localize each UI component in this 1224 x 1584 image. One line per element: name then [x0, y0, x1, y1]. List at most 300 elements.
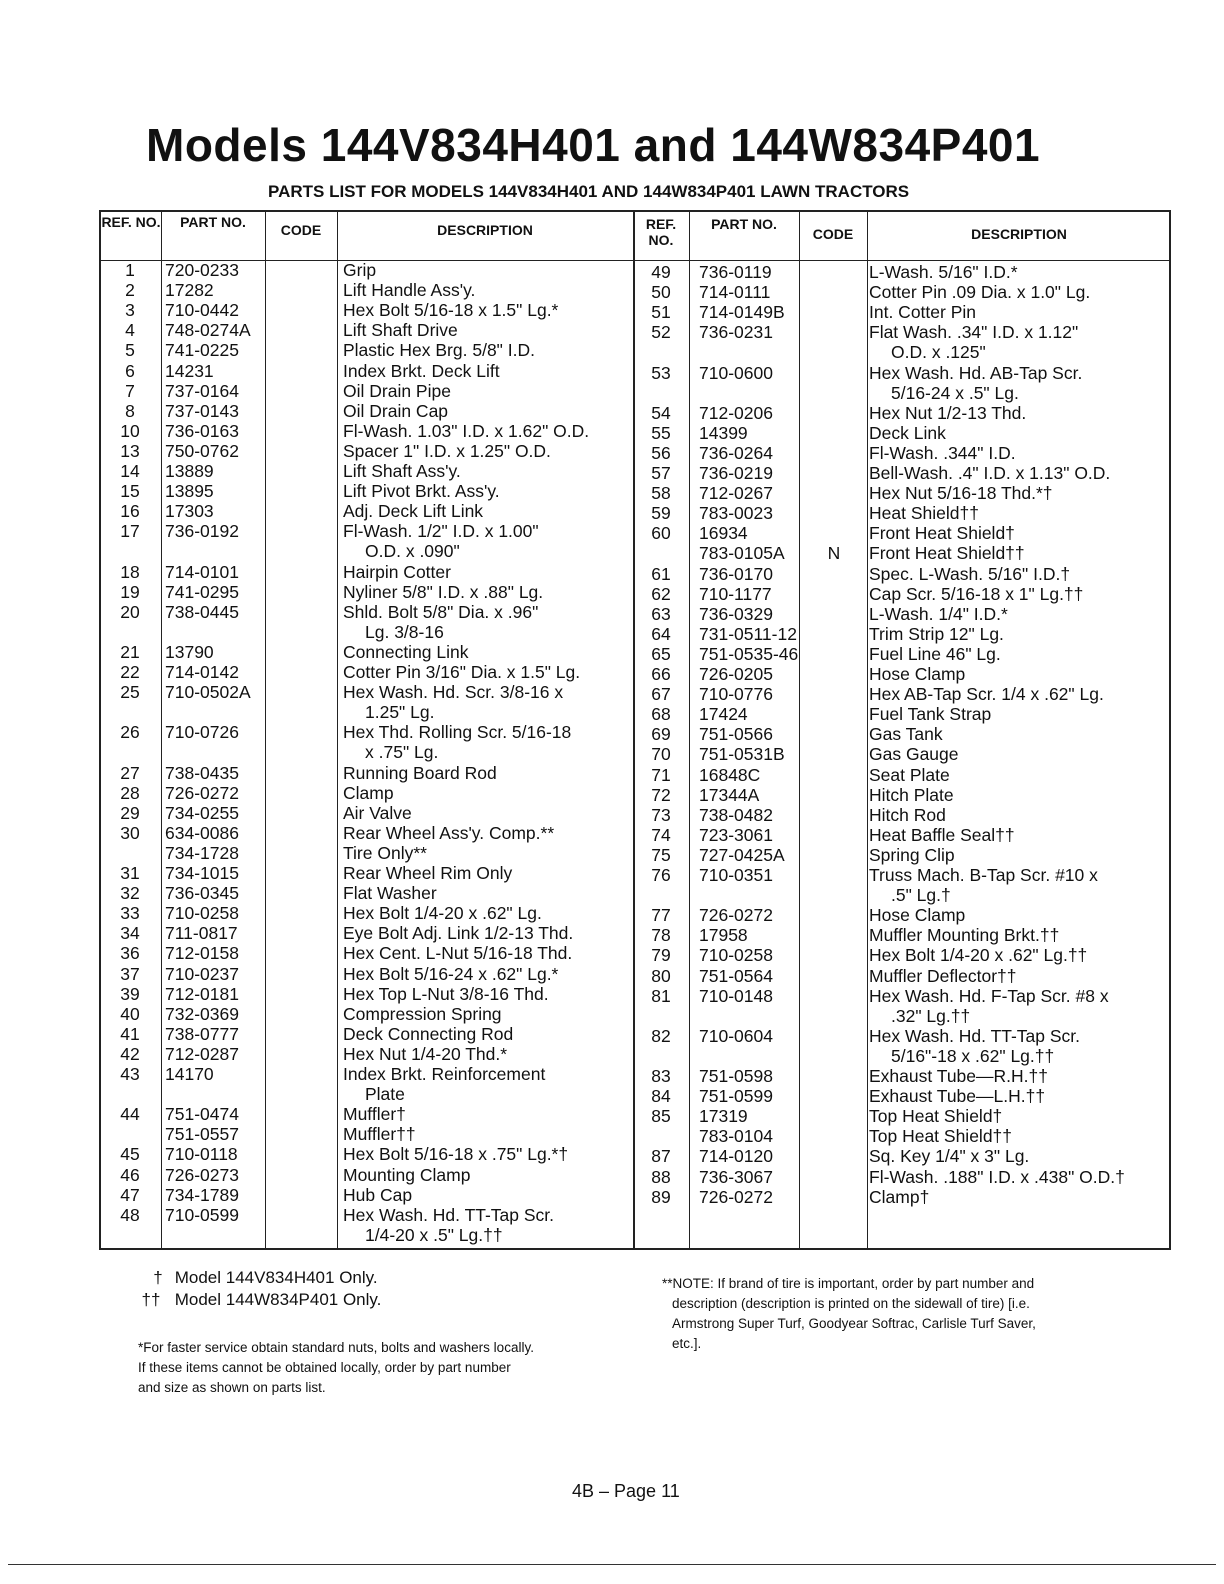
- description: Deck Link: [869, 422, 946, 443]
- part-no: 751-0531B: [699, 744, 785, 765]
- parts-table: [99, 210, 1171, 1250]
- ref-no: 80: [651, 965, 671, 986]
- note-line: If these items cannot be obtained locally, order by part number: [138, 1360, 511, 1375]
- table-row: [101, 964, 631, 984]
- table-row: [633, 523, 1169, 543]
- table-row: [101, 883, 631, 903]
- ref-no: 76: [651, 865, 671, 885]
- part-no: 710-1177: [699, 583, 772, 604]
- table-row: [633, 1026, 1169, 1046]
- ref-no: 7: [125, 380, 135, 401]
- description: Hex Wash. Hd. Scr. 3/8-16 x: [343, 682, 564, 703]
- description: Hex Wash. Hd. F-Tap Scr. #8 x: [869, 985, 1109, 1006]
- ref-no: 14: [120, 461, 140, 481]
- table-row: [101, 300, 631, 320]
- part-no: 727-0425A: [699, 844, 785, 865]
- ref-no: 5: [125, 340, 135, 361]
- part-no: 710-0351: [699, 865, 773, 885]
- description: Top Heat Shield††: [869, 1126, 1013, 1147]
- part-no: 731-0511-12: [699, 623, 797, 644]
- part-no: 634-0086: [165, 822, 239, 843]
- ref-no: 16: [120, 501, 140, 522]
- description: Spec. L-Wash. 5/16" I.D.†: [869, 563, 1071, 584]
- table-row: [633, 1106, 1169, 1126]
- part-no: 710-0776: [699, 684, 773, 705]
- ref-no: 73: [651, 804, 671, 825]
- part-no: 734-1789: [165, 1184, 239, 1205]
- part-no: 783-0104: [699, 1126, 773, 1147]
- table-row: [633, 1006, 1169, 1026]
- description: Hex Bolt 1/4-20 x .62" Lg.: [343, 903, 542, 924]
- table-row: [101, 763, 631, 783]
- ref-no: 31: [120, 863, 140, 883]
- table-row: [633, 322, 1169, 342]
- description: Front Heat Shield††: [869, 543, 1025, 564]
- part-no: 712-0267: [699, 483, 773, 504]
- table-row: [633, 282, 1169, 302]
- ref-no: 34: [120, 923, 140, 944]
- note-line: and size as shown on parts list.: [138, 1380, 326, 1395]
- ref-no: 36: [120, 943, 140, 964]
- description: Fl-Wash. .188" I.D. x .438" O.D.†: [869, 1166, 1125, 1187]
- table-row: [633, 945, 1169, 965]
- part-no: 751-0557: [165, 1124, 239, 1145]
- part-no: 17958: [699, 925, 748, 946]
- part-no: 723-3061: [699, 824, 773, 845]
- table-row: [101, 1185, 631, 1205]
- part-no: 720-0233: [165, 260, 239, 280]
- table-row: [101, 803, 631, 823]
- description: Fl-Wash. 1/2" I.D. x 1.00": [343, 521, 539, 542]
- footnote-double-dagger: [132, 1290, 381, 1310]
- table-row: [101, 602, 631, 622]
- ref-no: 54: [651, 402, 671, 423]
- table-row: [101, 1084, 631, 1104]
- description: Index Brkt. Deck Lift: [343, 360, 500, 381]
- ref-no: 79: [651, 945, 671, 966]
- footnote-text: Model 144W834P401 Only.: [174, 1290, 382, 1309]
- table-row: [101, 722, 631, 742]
- part-no: 736-0231: [699, 322, 773, 343]
- description: Plate: [365, 1084, 405, 1105]
- description: Exhaust Tube—L.H.††: [869, 1086, 1046, 1107]
- description: Hitch Plate: [869, 784, 954, 805]
- bottom-rule: [8, 1564, 1216, 1565]
- description: Sq. Key 1/4" x 3" Lg.: [869, 1146, 1030, 1167]
- part-no: 751-0598: [699, 1066, 773, 1086]
- table-row: [633, 1167, 1169, 1187]
- table-row: [101, 702, 631, 722]
- table-row: [633, 925, 1169, 945]
- description: x .75" Lg.: [365, 742, 439, 763]
- part-no: 17344A: [699, 784, 760, 805]
- part-no: 751-0599: [699, 1086, 773, 1107]
- description: Lg. 3/8-16: [365, 621, 444, 642]
- description: Muffler†: [343, 1104, 406, 1125]
- part-no: 737-0143: [165, 400, 239, 421]
- table-row: [633, 543, 1169, 563]
- part-no: 736-0345: [165, 883, 239, 904]
- description: 5/16"-18 x .62" Lg.††: [891, 1045, 1055, 1066]
- description: Eye Bolt Adj. Link 1/2-13 Thd.: [343, 923, 574, 944]
- note-line: *For faster service obtain standard nuts, bolts and washers locally.: [138, 1340, 534, 1355]
- ref-no: 60: [651, 523, 671, 544]
- part-no: 712-0181: [165, 983, 239, 1004]
- ref-no: 15: [120, 481, 140, 502]
- part-no: 710-0118: [165, 1144, 238, 1165]
- table-row: [101, 1024, 631, 1044]
- table-row: [633, 704, 1169, 724]
- part-no: 16848C: [699, 764, 761, 785]
- ref-no: 37: [120, 963, 140, 984]
- table-row: [101, 320, 631, 340]
- header-code: CODE: [812, 226, 854, 242]
- description: Lift Handle Ass'y.: [343, 280, 476, 301]
- ref-no: 29: [120, 802, 140, 823]
- description: Top Heat Shield†: [869, 1106, 1003, 1127]
- description: Cap Scr. 5/16-18 x 1" Lg.††: [869, 583, 1084, 604]
- part-no: 736-0163: [165, 420, 239, 441]
- ref-no: 85: [651, 1106, 671, 1127]
- description: Rear Wheel Ass'y. Comp.**: [343, 822, 555, 843]
- ref-no: 8: [125, 400, 135, 421]
- page-number: 4B – Page 11: [572, 1481, 680, 1501]
- part-no: 714-0149B: [699, 302, 785, 323]
- ref-no: 89: [651, 1186, 671, 1207]
- ref-no: 21: [120, 641, 140, 662]
- description: Hex Bolt 5/16-24 x .62" Lg.*: [343, 963, 559, 984]
- description: Index Brkt. Reinforcement: [343, 1064, 546, 1084]
- table-row: [101, 1205, 631, 1225]
- part-no: 714-0101: [165, 561, 239, 582]
- description: Bell-Wash. .4" I.D. x 1.13" O.D.: [869, 463, 1111, 483]
- table-row: [633, 604, 1169, 624]
- description: Hex Nut 1/4-20 Thd.*: [343, 1043, 508, 1064]
- ref-no: 30: [120, 822, 140, 843]
- part-no: 726-0205: [699, 664, 773, 684]
- description: Hex Top L-Nut 3/8-16 Thd.: [343, 983, 549, 1004]
- table-row: [633, 905, 1169, 925]
- ref-no: 17: [120, 521, 140, 542]
- part-no: 741-0295: [165, 581, 239, 602]
- dagger-symbol: †: [153, 1268, 163, 1287]
- part-no: 710-0148: [699, 985, 773, 1006]
- ref-no: 63: [651, 603, 671, 624]
- table-row: [633, 765, 1169, 785]
- table-row: [633, 1066, 1169, 1086]
- description: Fl-Wash. .344" I.D.: [869, 442, 1016, 463]
- ref-no: 74: [651, 824, 671, 845]
- description: Seat Plate: [869, 764, 950, 785]
- description: Flat Washer: [343, 883, 437, 904]
- ref-no: 48: [120, 1204, 140, 1225]
- part-no: 750-0762: [165, 440, 239, 461]
- table-row: [633, 724, 1169, 744]
- table-row: [101, 1044, 631, 1064]
- description: Mounting Clamp: [343, 1164, 471, 1185]
- description: Hex Wash. Hd. AB-Tap Scr.: [869, 362, 1083, 383]
- part-no: 741-0225: [165, 340, 239, 361]
- part-no: 738-0482: [699, 804, 773, 825]
- table-row: [633, 584, 1169, 604]
- part-no: 738-0435: [165, 762, 239, 783]
- header-part-no: PART NO.: [180, 214, 246, 230]
- table-row: [101, 1124, 631, 1144]
- description: Running Board Rod: [343, 762, 497, 783]
- table-row: [633, 1187, 1169, 1207]
- table-row: [633, 403, 1169, 423]
- double-dagger-symbol: ††: [141, 1290, 161, 1309]
- description: Lift Shaft Ass'y.: [343, 461, 461, 481]
- table-row: [101, 863, 631, 883]
- description: Cotter Pin .09 Dia. x 1.0" Lg.: [869, 282, 1091, 303]
- part-no: 711-0817: [165, 923, 238, 944]
- description: Gas Tank: [869, 724, 943, 745]
- part-no: 714-0111: [699, 282, 771, 303]
- description: Hex Wash. Hd. TT-Tap Scr.: [869, 1025, 1081, 1046]
- description: O.D. x .090": [365, 541, 460, 562]
- table-row: [101, 662, 631, 682]
- description: Gas Gauge: [869, 744, 959, 765]
- description: .32" Lg.††: [891, 1005, 971, 1026]
- table-row: [101, 984, 631, 1004]
- part-no: 751-0564: [699, 965, 773, 986]
- header-description: DESCRIPTION: [971, 226, 1067, 242]
- part-no: 17282: [165, 280, 214, 301]
- part-no: 714-0120: [699, 1146, 773, 1167]
- ref-no: 41: [120, 1023, 140, 1044]
- description: Hose Clamp: [869, 664, 966, 684]
- description: Int. Cotter Pin: [869, 302, 976, 323]
- ref-no: 53: [651, 362, 671, 383]
- description: O.D. x .125": [891, 342, 986, 363]
- ref-no: 62: [651, 583, 671, 604]
- description: Hex Bolt 1/4-20 x .62" Lg.††: [869, 945, 1088, 966]
- ref-no: 45: [120, 1144, 140, 1165]
- footnote-text: Model 144V834H401 Only.: [174, 1268, 378, 1287]
- ref-no: 77: [651, 905, 671, 926]
- part-no: 748-0274A: [165, 320, 251, 341]
- description: Compression Spring: [343, 1003, 502, 1024]
- part-no: 726-0272: [699, 905, 773, 926]
- ref-no: 10: [120, 420, 140, 441]
- part-no: 17319: [699, 1106, 748, 1127]
- tire-note: [662, 1274, 1036, 1354]
- table-row: [633, 845, 1169, 865]
- part-no: 734-1728: [165, 842, 239, 863]
- header-code: CODE: [280, 222, 322, 238]
- description: Front Heat Shield†: [869, 523, 1015, 544]
- table-row: [633, 262, 1169, 282]
- part-no: 13895: [165, 481, 214, 502]
- part-no: 710-0442: [165, 300, 239, 321]
- part-no: 16934: [699, 523, 748, 544]
- table-row: [101, 421, 631, 441]
- part-no: 13889: [165, 461, 214, 481]
- part-no: 14399: [699, 422, 748, 443]
- table-row: [101, 682, 631, 702]
- ref-no: 26: [120, 722, 140, 743]
- table-row: [101, 843, 631, 863]
- description: Rear Wheel Rim Only: [343, 863, 513, 883]
- description: Heat Shield††: [869, 503, 979, 524]
- ref-no: 72: [651, 784, 671, 805]
- description: Fuel Line 46" Lg.: [869, 643, 1001, 664]
- ref-no: 42: [120, 1043, 140, 1064]
- description: L-Wash. 5/16" I.D.*: [869, 262, 1018, 282]
- ref-no: 19: [120, 581, 140, 602]
- part-no: 751-0535-46: [699, 643, 799, 664]
- table-row: [101, 541, 631, 561]
- description: Connecting Link: [343, 641, 469, 662]
- header-ref-no: REF. NO.: [645, 216, 677, 248]
- part-no: 736-0219: [699, 463, 773, 483]
- description: Grip: [343, 260, 377, 280]
- part-no: 738-0777: [165, 1023, 239, 1044]
- table-row: [633, 684, 1169, 704]
- table-row: [633, 363, 1169, 383]
- description: Hairpin Cotter: [343, 561, 451, 582]
- table-row: [101, 381, 631, 401]
- description: Spacer 1" I.D. x 1.25" O.D.: [343, 440, 551, 461]
- ref-no: 22: [120, 662, 140, 682]
- page-title: Models 144V834H401 and 144W834P401: [146, 119, 1041, 171]
- code: N: [827, 543, 841, 564]
- table-row: [101, 622, 631, 642]
- ref-no: 70: [651, 744, 671, 765]
- table-row: [633, 664, 1169, 684]
- description: Clamp†: [869, 1186, 930, 1207]
- table-row: [101, 260, 631, 280]
- ref-no: 3: [125, 300, 135, 321]
- table-row: [633, 805, 1169, 825]
- table-row: [101, 481, 631, 501]
- description: Muffler Mounting Brkt.††: [869, 925, 1060, 946]
- part-no: 710-0599: [165, 1204, 239, 1225]
- table-row: [101, 340, 631, 360]
- part-no: 710-0600: [699, 362, 773, 383]
- note-line: description (description is printed on the sidewall of tire) [i.e.: [672, 1296, 1030, 1311]
- table-row: [633, 986, 1169, 1006]
- part-no: 14231: [165, 360, 214, 381]
- part-no: 17424: [699, 704, 748, 725]
- table-row: [101, 582, 631, 602]
- ref-no: 50: [651, 282, 671, 303]
- description: Exhaust Tube—R.H.††: [869, 1066, 1048, 1086]
- ref-no: 55: [651, 422, 671, 443]
- ref-no: 43: [120, 1064, 140, 1084]
- description: Truss Mach. B-Tap Scr. #10 x: [869, 865, 1098, 885]
- ref-no: 28: [120, 782, 140, 803]
- part-no: 737-0164: [165, 380, 239, 401]
- description: Hex AB-Tap Scr. 1/4 x .62" Lg.: [869, 684, 1104, 705]
- table-row: [633, 383, 1169, 403]
- description: Muffler††: [343, 1124, 416, 1145]
- ref-no: 84: [651, 1086, 671, 1107]
- table-row: [633, 1146, 1169, 1166]
- ref-no: 1: [125, 260, 135, 280]
- description: L-Wash. 1/4" I.D.*: [869, 603, 1008, 624]
- note-line: Armstrong Super Turf, Goodyear Softrac, Carlisle Turf Saver,: [672, 1316, 1036, 1331]
- table-row: [633, 342, 1169, 362]
- description: Hex Bolt 5/16-18 x .75" Lg.*†: [343, 1144, 569, 1165]
- ref-no: 75: [651, 844, 671, 865]
- parts-list-heading: PARTS LIST FOR MODELS 144V834H401 AND 144W834P401 LAWN TRACTORS: [268, 182, 910, 201]
- part-no: 736-0329: [699, 603, 773, 624]
- table-row: [101, 501, 631, 521]
- ref-no: 65: [651, 643, 671, 664]
- table-row: [101, 1104, 631, 1124]
- ref-no: 69: [651, 724, 671, 745]
- ref-no: 78: [651, 925, 671, 946]
- description: 1.25" Lg.: [365, 702, 435, 723]
- description: Hex Thd. Rolling Scr. 5/16-18: [343, 722, 572, 743]
- table-row: [101, 1165, 631, 1185]
- note-line: etc.].: [672, 1336, 702, 1351]
- description: Lift Pivot Brkt. Ass'y.: [343, 481, 500, 502]
- part-no: 710-0604: [699, 1025, 773, 1046]
- description: Hitch Rod: [869, 804, 946, 825]
- description: Spring Clip: [869, 844, 955, 865]
- ref-no: 27: [120, 762, 140, 783]
- table-row: [633, 1046, 1169, 1066]
- part-no: 734-1015: [165, 863, 239, 883]
- part-no: 710-0258: [165, 903, 239, 924]
- ref-no: 82: [651, 1025, 671, 1046]
- description: Plastic Hex Brg. 5/8" I.D.: [343, 340, 535, 361]
- description: Hex Wash. Hd. TT-Tap Scr.: [343, 1204, 555, 1225]
- ref-no: 4: [125, 320, 135, 341]
- ref-no: 68: [651, 704, 671, 725]
- table-row: [633, 483, 1169, 503]
- header-ref-no: REF. NO.: [101, 214, 161, 230]
- table-row: [633, 644, 1169, 664]
- ref-no: 49: [651, 262, 671, 282]
- ref-no: 59: [651, 503, 671, 524]
- part-no: 751-0474: [165, 1104, 239, 1125]
- description: Hex Cent. L-Nut 5/16-18 Thd.: [343, 943, 573, 964]
- description: Cotter Pin 3/16" Dia. x 1.5" Lg.: [343, 662, 581, 682]
- description: Clamp: [343, 782, 394, 803]
- part-no: 712-0287: [165, 1043, 239, 1064]
- description: Fuel Tank Strap: [869, 704, 992, 725]
- footnote-single-dagger: [146, 1268, 378, 1288]
- ref-no: 20: [120, 601, 140, 622]
- description: Hose Clamp: [869, 905, 966, 926]
- part-no: 714-0142: [165, 662, 239, 682]
- ref-no: 13: [120, 440, 140, 461]
- table-row: [101, 742, 631, 762]
- part-no: 726-0273: [165, 1164, 239, 1185]
- table-row: [101, 461, 631, 481]
- part-no: 710-0726: [165, 722, 239, 743]
- table-row: [101, 1064, 631, 1084]
- part-no: 14170: [165, 1064, 214, 1084]
- table-row: [633, 1086, 1169, 1106]
- table-row: [101, 280, 631, 300]
- header-description: DESCRIPTION: [437, 222, 533, 238]
- table-row: [101, 823, 631, 843]
- description: 1/4-20 x .5" Lg.††: [365, 1224, 503, 1245]
- part-no: 734-0255: [165, 802, 239, 823]
- ref-no: 61: [651, 563, 671, 584]
- table-row: [633, 825, 1169, 845]
- table-row: [633, 302, 1169, 322]
- part-no: 726-0272: [165, 782, 239, 803]
- table-row: [633, 463, 1169, 483]
- part-no: 736-0119: [699, 262, 772, 282]
- ref-no: 64: [651, 623, 671, 644]
